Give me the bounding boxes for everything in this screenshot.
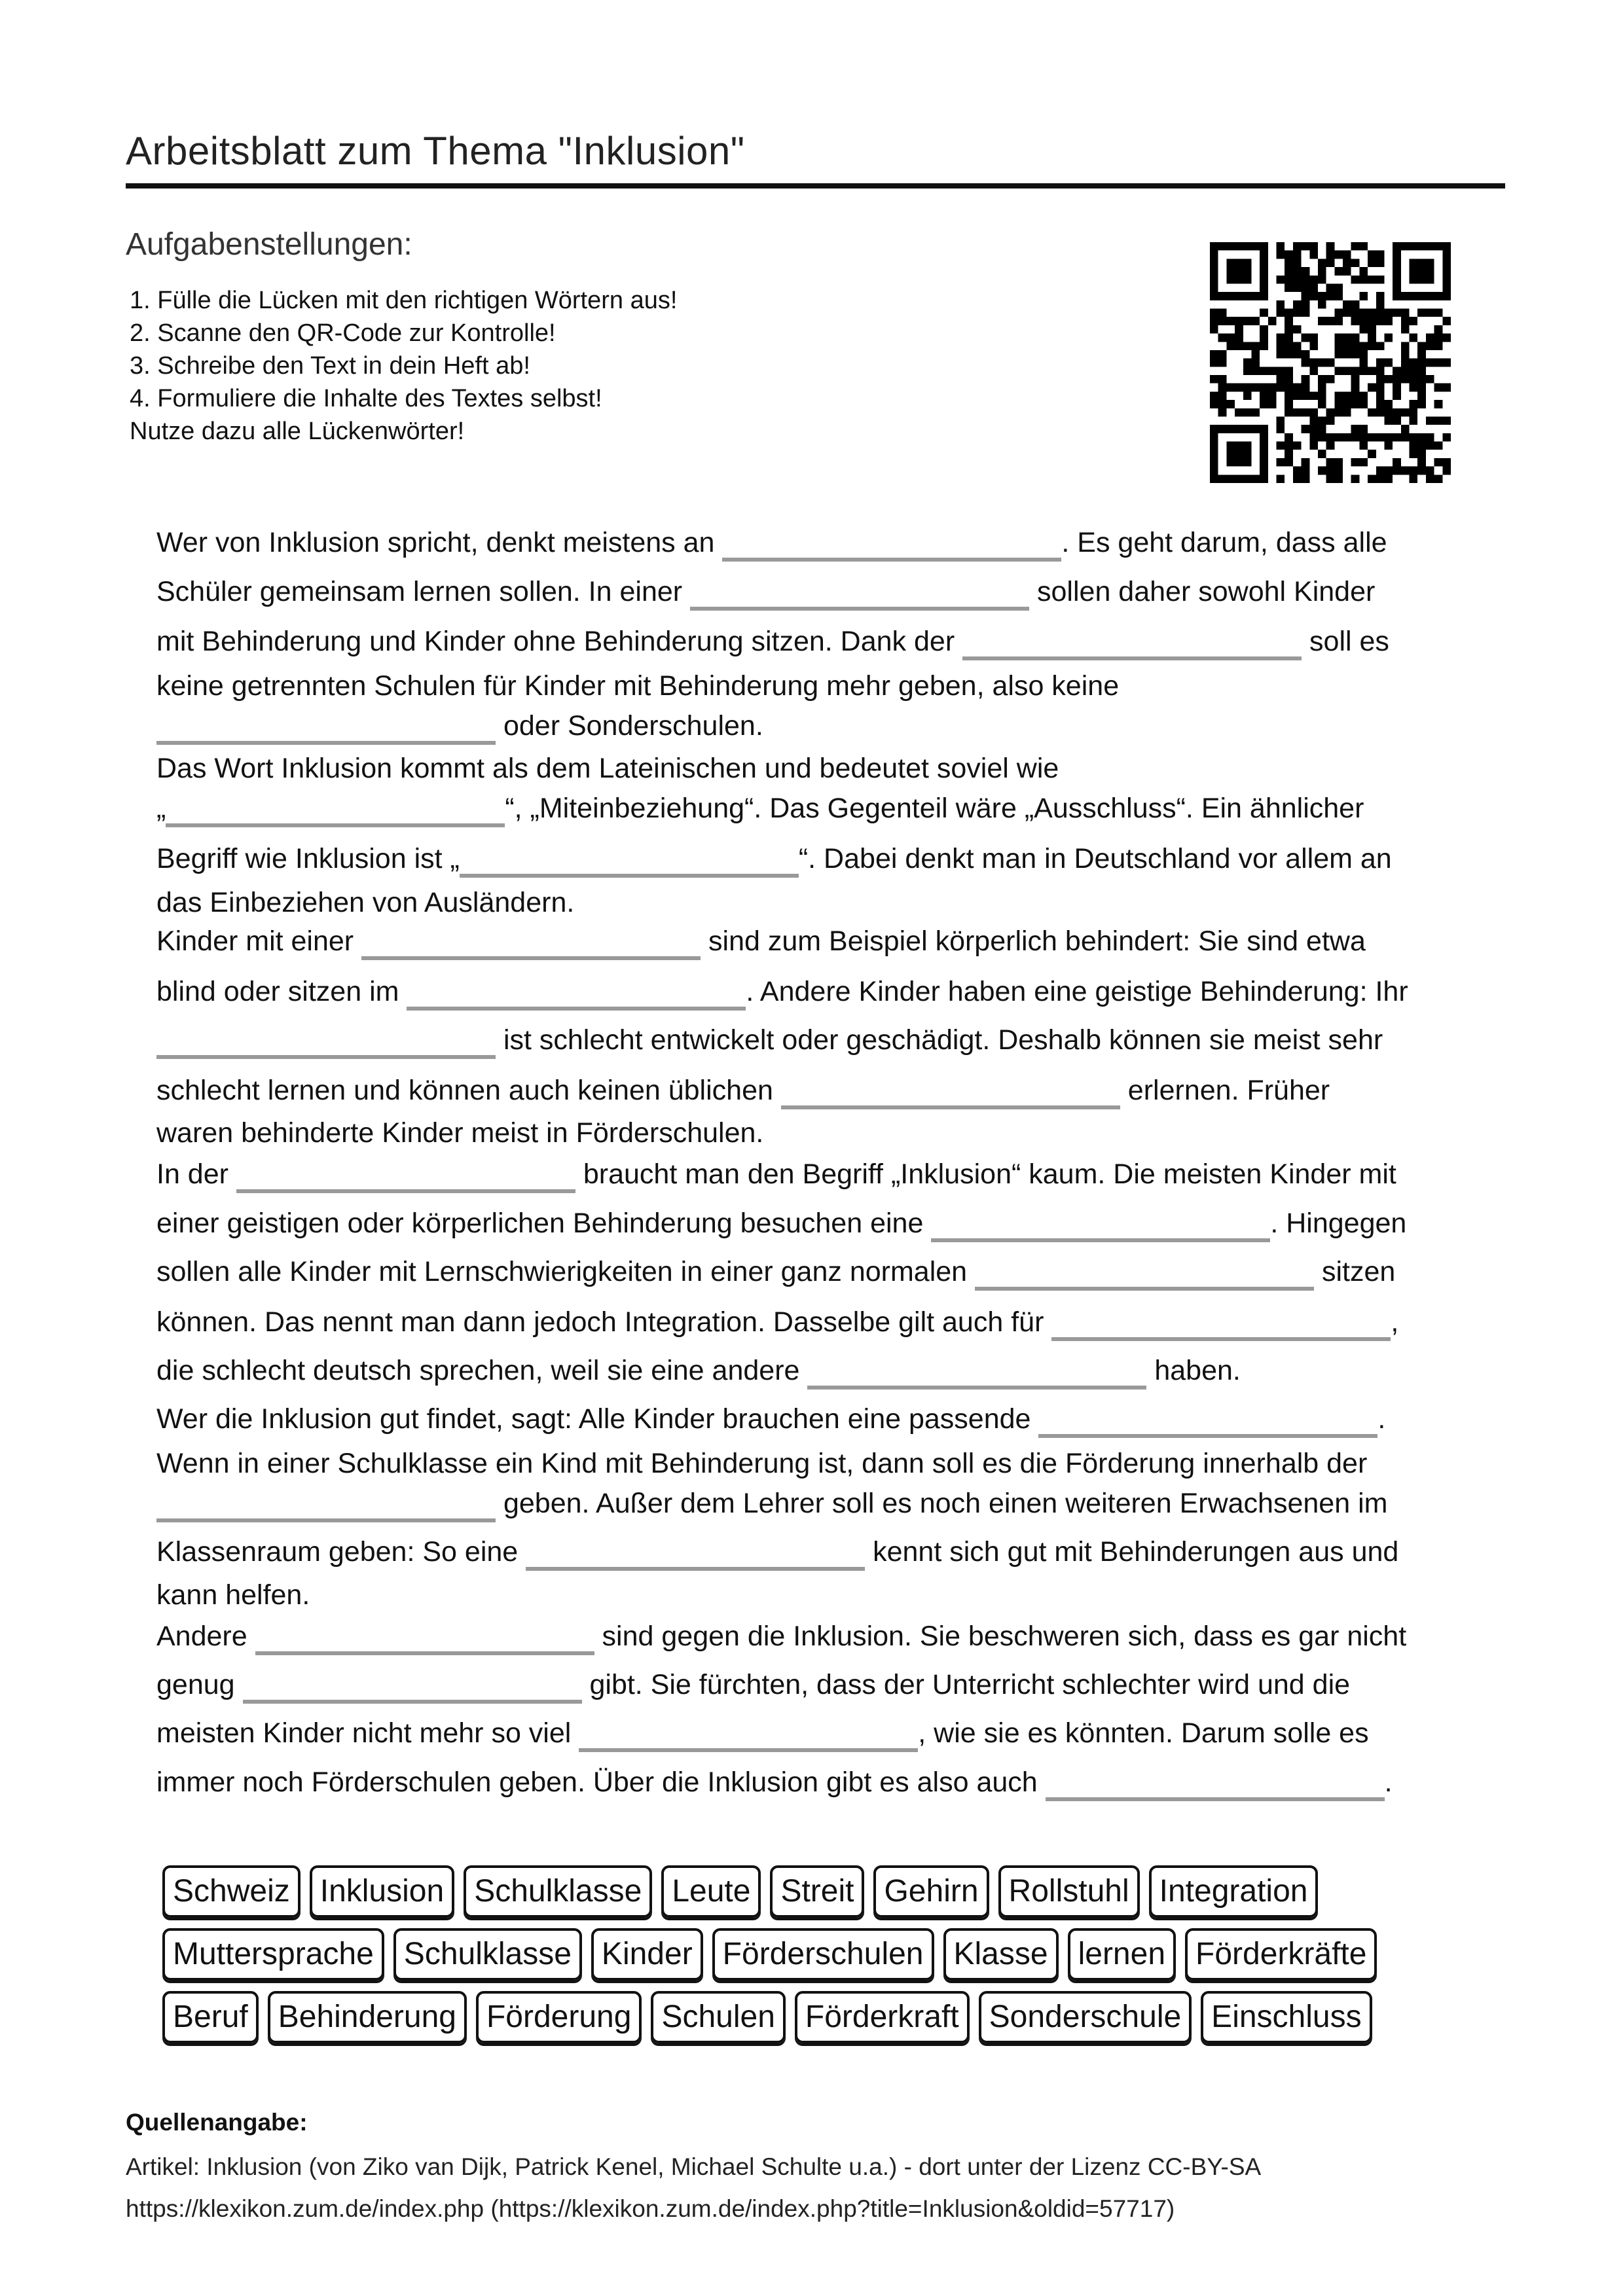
gap-blank[interactable]	[156, 1487, 496, 1522]
text-line	[156, 975, 1408, 1011]
text-segment: ist schlecht entwickelt oder geschädigt. Deshalb können sie meist sehr	[496, 1024, 1383, 1056]
gap-blank[interactable]	[236, 1158, 575, 1193]
gap-blank[interactable]	[460, 842, 799, 878]
task-item: 3. Schreibe den Text in dein Heft ab!	[130, 352, 530, 380]
text-line	[156, 1024, 1383, 1059]
text-segment: geben. Außer dem Lehrer soll es noch einen weiteren Erwachsenen im	[496, 1488, 1388, 1519]
text-line	[156, 670, 1119, 702]
word-chip: Schweiz	[162, 1865, 301, 1918]
source-article: Artikel: Inklusion (von Ziko van Dijk, Patrick Kenel, Michael Schulte u.a.) - dort unter der Lizenz CC-BY-SA	[126, 2153, 1262, 2180]
gap-blank[interactable]	[962, 625, 1302, 660]
text-segment: erlernen. Früher	[1120, 1075, 1330, 1106]
text-segment: das Einbeziehen von Ausländern.	[156, 887, 575, 918]
text-line	[156, 1535, 1398, 1571]
word-chip: Muttersprache	[162, 1928, 384, 1981]
text-segment: meisten Kinder nicht mehr so viel	[156, 1717, 579, 1749]
text-segment: Begriff wie Inklusion ist „	[156, 843, 460, 874]
text-segment: kann helfen.	[156, 1579, 310, 1611]
text-line	[156, 752, 1059, 785]
text-segment: Kinder mit einer	[156, 925, 362, 957]
text-line	[156, 625, 1389, 660]
text-segment: keine getrennten Schulen für Kinder mit Behinderung mehr geben, also keine	[156, 670, 1120, 702]
text-line	[156, 842, 1392, 878]
qr-code	[1210, 242, 1451, 483]
word-chip: Klasse	[943, 1928, 1059, 1981]
text-segment: genug	[156, 1669, 243, 1700]
word-chip: Inklusion	[310, 1865, 454, 1918]
text-segment: Andere	[156, 1621, 255, 1652]
word-bank	[162, 1865, 1537, 2054]
text-line	[156, 1447, 1367, 1480]
gap-blank[interactable]	[1046, 1766, 1385, 1801]
gap-blank[interactable]	[579, 1717, 918, 1752]
text-segment: In der	[156, 1158, 236, 1190]
text-segment: soll es	[1302, 626, 1389, 657]
word-chip: lernen	[1068, 1928, 1176, 1981]
gap-blank[interactable]	[166, 792, 505, 827]
gap-blank[interactable]	[722, 526, 1061, 562]
text-segment: Klassenraum geben: So eine	[156, 1536, 526, 1568]
word-chip: Gehirn	[873, 1865, 989, 1918]
word-chip: Rollstuhl	[998, 1865, 1140, 1918]
text-line	[156, 1354, 1241, 1390]
gap-blank[interactable]	[407, 975, 746, 1011]
text-segment: . Hingegen	[1270, 1208, 1407, 1239]
text-line	[156, 1620, 1406, 1655]
text-line	[156, 709, 763, 745]
text-segment: schlecht lernen und können auch keinen üblichen	[156, 1075, 781, 1106]
text-segment: sollen daher sowohl Kinder	[1029, 576, 1376, 607]
word-chip: Schulklasse	[393, 1928, 582, 1981]
text-segment: waren behinderte Kinder meist in Förderschulen.	[156, 1117, 764, 1149]
text-segment: einer geistigen oder körperlichen Behinderung besuchen eine	[156, 1208, 932, 1239]
text-segment: .	[1377, 1403, 1386, 1435]
text-line	[156, 886, 574, 919]
text-segment: können. Das nennt man dann jedoch Integration. Dasselbe gilt auch für	[156, 1306, 1052, 1338]
source-heading: Quellenangabe:	[126, 2109, 308, 2136]
title-divider	[126, 183, 1505, 188]
text-line	[156, 1717, 1369, 1752]
task-list	[130, 284, 677, 448]
word-chip: Förderkräfte	[1185, 1928, 1377, 1981]
text-segment: Wenn in einer Schulklasse ein Kind mit Behinderung ist, dann soll es die Förderung innerhalb der	[156, 1448, 1368, 1479]
text-line	[156, 1766, 1393, 1801]
text-line	[156, 575, 1375, 611]
text-segment: sind gegen die Inklusion. Sie beschweren sich, dass es gar nicht	[594, 1621, 1407, 1652]
word-chip: Förderung	[476, 1991, 642, 2043]
gap-blank[interactable]	[156, 1024, 496, 1059]
gap-blank[interactable]	[156, 709, 496, 745]
gap-blank[interactable]	[807, 1354, 1146, 1390]
text-line	[156, 792, 1364, 827]
word-bank-row	[162, 1928, 1537, 1981]
text-line	[156, 526, 1387, 562]
text-segment: blind oder sitzen im	[156, 976, 407, 1007]
word-chip: Kinder	[591, 1928, 703, 1981]
text-segment: gibt. Sie fürchten, dass der Unterricht schlechter wird und die	[581, 1669, 1351, 1700]
text-segment: “. Dabei denkt man in Deutschland vor allem an	[798, 843, 1392, 874]
text-segment: .	[1384, 1767, 1393, 1798]
gap-blank[interactable]	[243, 1668, 582, 1704]
gap-blank[interactable]	[690, 575, 1029, 611]
text-line	[156, 1403, 1385, 1438]
word-chip: Leute	[661, 1865, 761, 1918]
text-segment: haben.	[1146, 1355, 1241, 1386]
gap-blank[interactable]	[526, 1535, 865, 1571]
text-segment: Wer die Inklusion gut findet, sagt: Alle Kinder brauchen eine passende	[156, 1403, 1039, 1435]
word-chip: Integration	[1149, 1865, 1319, 1918]
word-chip: Schulklasse	[464, 1865, 652, 1918]
gap-blank[interactable]	[255, 1620, 594, 1655]
word-bank-row	[162, 1991, 1537, 2043]
text-line	[156, 1306, 1398, 1341]
text-line	[156, 1207, 1406, 1242]
word-chip: Förderkraft	[795, 1991, 970, 2043]
text-line	[156, 1579, 310, 1611]
text-line	[156, 1487, 1387, 1522]
task-item: 1. Fülle die Lücken mit den richtigen Wörtern aus!	[130, 287, 678, 314]
word-chip: Sonderschule	[979, 1991, 1192, 2043]
tasks-heading: Aufgabenstellungen:	[126, 227, 412, 262]
text-segment: sollen alle Kinder mit Lernschwierigkeiten in einer ganz normalen	[156, 1256, 976, 1287]
text-segment: mit Behinderung und Kinder ohne Behinderung sitzen. Dank der	[156, 626, 963, 657]
text-line	[156, 1158, 1396, 1193]
gap-blank[interactable]	[781, 1074, 1120, 1109]
gap-blank[interactable]	[1051, 1306, 1391, 1341]
text-segment: sitzen	[1314, 1256, 1396, 1287]
word-bank-row	[162, 1865, 1537, 1918]
gap-blank[interactable]	[931, 1207, 1270, 1242]
word-chip: Beruf	[162, 1991, 259, 2043]
text-segment: die schlecht deutsch sprechen, weil sie eine andere	[156, 1355, 808, 1386]
text-segment: kennt sich gut mit Behinderungen aus und	[865, 1536, 1399, 1568]
text-segment: Das Wort Inklusion kommt als dem Lateinischen und bedeutet soviel wie	[156, 753, 1059, 784]
word-chip: Einschluss	[1201, 1991, 1372, 2043]
text-segment: „	[156, 793, 166, 824]
word-chip: Schulen	[651, 1991, 785, 2043]
text-line	[156, 1668, 1350, 1704]
gap-blank[interactable]	[361, 925, 701, 960]
word-chip: Behinderung	[268, 1991, 467, 2043]
text-segment: Schüler gemeinsam lernen sollen. In einer	[156, 576, 691, 607]
text-segment: oder Sonderschulen.	[496, 710, 763, 742]
text-segment: immer noch Förderschulen geben. Über die Inklusion gibt es also auch	[156, 1767, 1046, 1798]
text-segment: sind zum Beispiel körperlich behindert: Sie sind etwa	[701, 925, 1366, 957]
text-line	[156, 1074, 1330, 1109]
page-title: Arbeitsblatt zum Thema "Inklusion"	[126, 129, 745, 173]
text-segment: , wie sie es könnten. Darum solle es	[918, 1717, 1369, 1749]
text-segment: ,	[1391, 1306, 1399, 1338]
text-segment: . Andere Kinder haben eine geistige Behinderung: Ihr	[746, 976, 1408, 1007]
task-item: 2. Scanne den QR-Code zur Kontrolle!	[130, 319, 556, 347]
text-segment: . Es geht darum, dass alle	[1061, 527, 1387, 558]
word-chip: Förderschulen	[712, 1928, 934, 1981]
text-line	[156, 925, 1366, 960]
task-item: Nutze dazu alle Lückenwörter!	[130, 418, 465, 445]
word-chip: Streit	[770, 1865, 864, 1918]
text-line	[156, 1255, 1395, 1291]
text-segment: braucht man den Begriff „Inklusion“ kaum. Die meisten Kinder mit	[575, 1158, 1396, 1190]
task-item: 4. Formuliere die Inhalte des Textes selbst!	[130, 385, 602, 412]
gap-blank[interactable]	[975, 1255, 1314, 1291]
text-segment: “, „Miteinbeziehung“. Das Gegenteil wäre „Ausschluss“. Ein ähnlicher	[505, 793, 1364, 824]
text-segment: Wer von Inklusion spricht, denkt meistens an	[156, 527, 723, 558]
text-line	[156, 1117, 763, 1149]
source-url: https://klexikon.zum.de/index.php (https://klexikon.zum.de/index.php?title=Inklusion&oldid=57717)	[126, 2195, 1175, 2222]
gap-blank[interactable]	[1038, 1403, 1377, 1438]
